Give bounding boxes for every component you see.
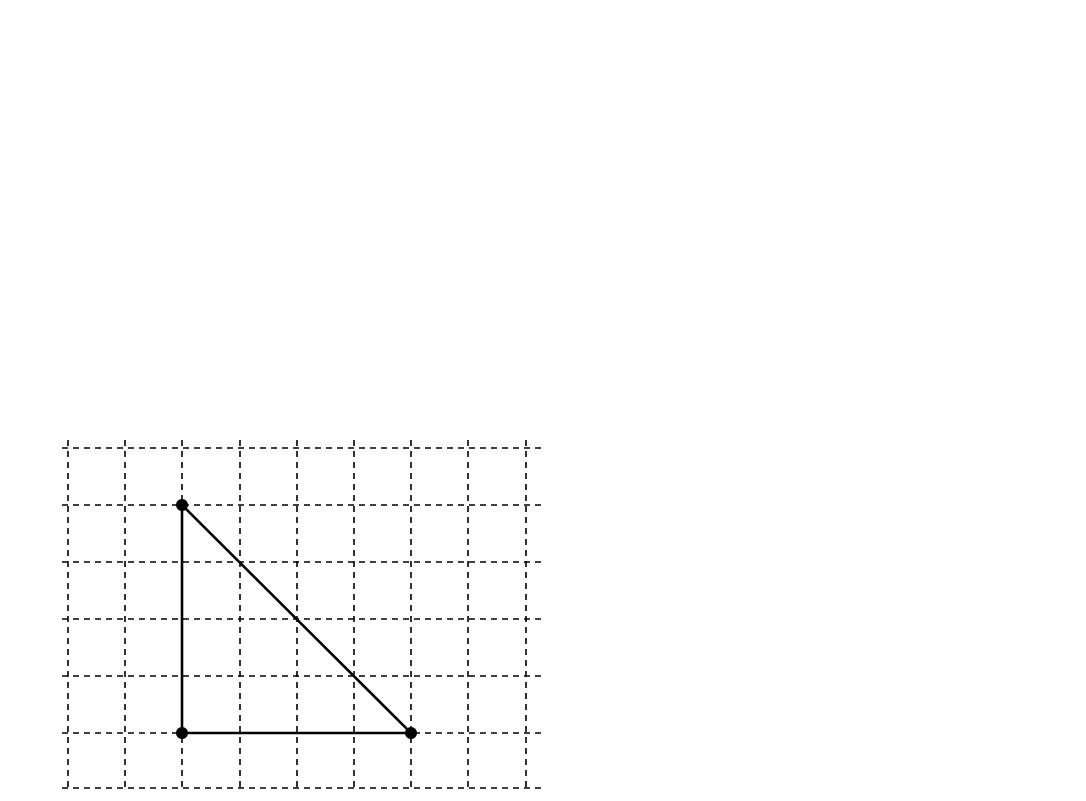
vertex-a-point [176, 499, 188, 511]
triangle-abc [176, 499, 417, 739]
vertex-b-point [176, 727, 188, 739]
vertex-c-point [405, 727, 417, 739]
grid [62, 440, 545, 792]
